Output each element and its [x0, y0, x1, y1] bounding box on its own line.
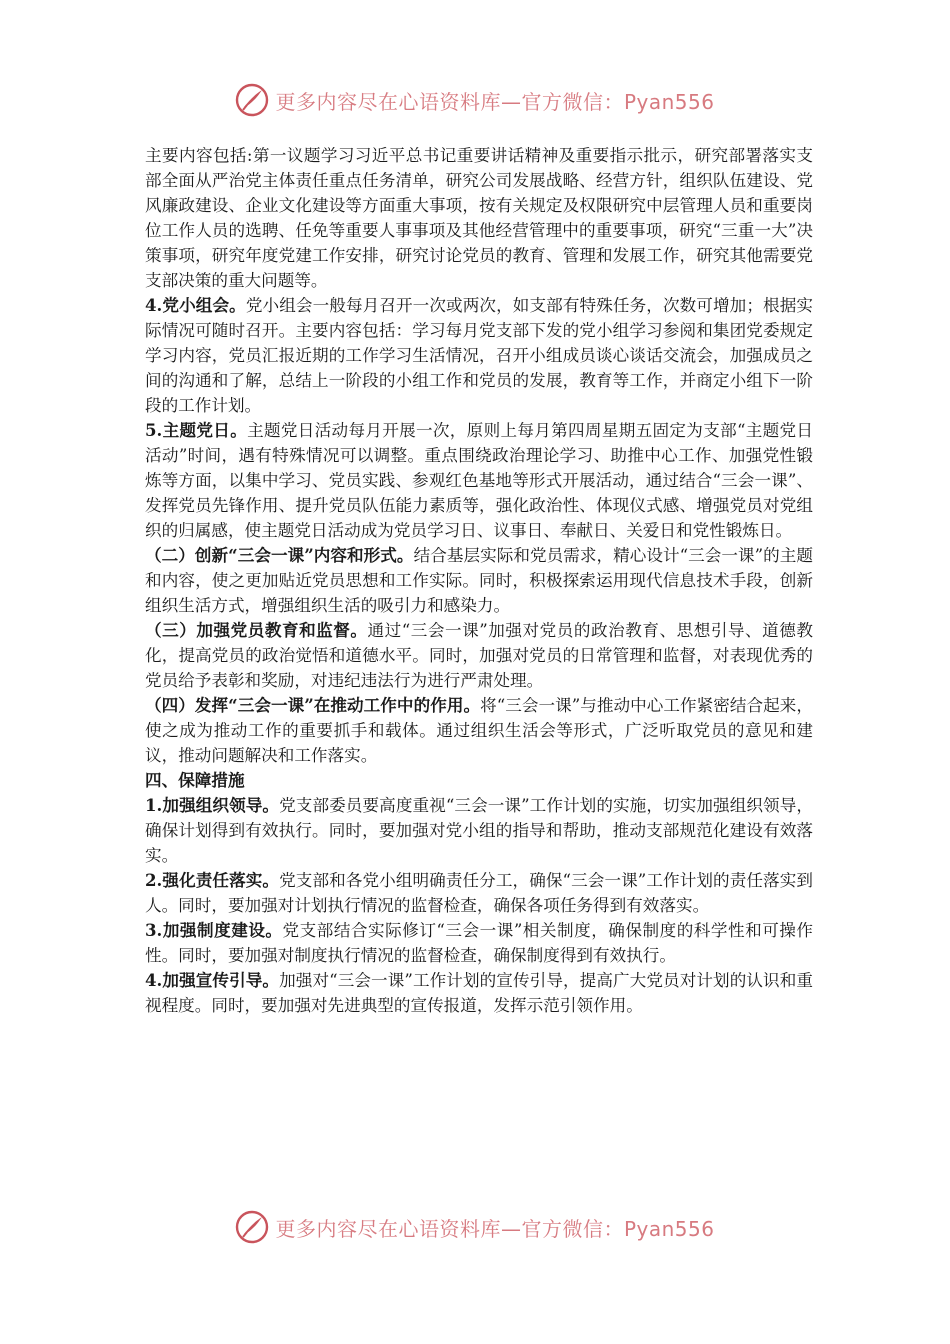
- watermark-text: 更多内容尽在心语资料库—官方微信：Pyan556: [275, 1216, 715, 1241]
- paragraph: 3.加强制度建设。党支部结合实际修订“三会一课”相关制度，确保制度的科学性和可操作性。同时，要加强对制度执行情况的监督检查，确保制度得到有效执行。: [145, 920, 813, 965]
- paragraph: 4.加强宣传引导。加强对“三会一课”工作计划的宣传引导，提高广大党员对计划的认识和重视程度。同时，要加强对先进典型的宣传报道，发挥示范引领作用。: [145, 970, 813, 1015]
- paragraph: 4.党小组会。党小组会一般每月召开一次或两次，如支部有特殊任务，次数可增加；根据实际情况可随时召开。主要内容包括：学习每月党支部下发的党小组学习参阅和集团党委规定学习内容，党员汇报近期的工作学习生活情况，召开小组成员谈心谈话交流会，加强成员之间的沟通和了解，总结上一阶段的小组工作和党员的发展，教育等工作，并商定小组下一阶段的工作计划。: [145, 295, 814, 415]
- quill-logo-icon: [235, 1210, 269, 1244]
- paragraph: （三）加强党员教育和监督。通过“三会一课”加强对党员的政治教育、思想引导、道德教化，提高党员的政治觉悟和道德水平。同时，加强对党员的日常管理和监督，对表现优秀的党员给予表彰和奖励，对违纪违法行为进行严肃处理。: [145, 620, 814, 690]
- paragraph: 1.加强组织领导。党支部委员要高度重视“三会一课”工作计划的实施，切实加强组织领导，确保计划得到有效执行。同时，要加强对党小组的指导和帮助，推动支部规范化建设有效落实。: [145, 795, 813, 865]
- document-body: [145, 143, 813, 1018]
- section-heading: 四、保障措施: [145, 770, 245, 790]
- header-watermark: [0, 80, 950, 120]
- paragraph: （二）创新“三会一课”内容和形式。结合基层实际和党员需求，精心设计“三会一课”的主题和内容，使之更加贴近党员思想和工作实际。同时，积极探索运用现代信息技术手段，创新组织生活方式，增强组织生活的吸引力和感染力。: [145, 545, 814, 615]
- watermark-text: 更多内容尽在心语资料库—官方微信：Pyan556: [275, 89, 715, 114]
- paragraph: 5.主题党日。主题党日活动每月开展一次，原则上每月第四周星期五固定为支部“主题党日活动”时间，遇有特殊情况可以调整。重点围绕政治理论学习、助推中心工作、加强党性锻炼等方面，以集中学习、党员实践、参观红色基地等形式开展活动，通过结合“三会一课”、发挥党员先锋作用、提升党员队伍能力素质等，强化政治性、体现仪式感、增强党员对党组织的归属感，使主题党日活动成为党员学习日、议事日、奉献日、关爱日和党性锻炼日。: [145, 420, 814, 540]
- paragraph: 2.强化责任落实。党支部和各党小组明确责任分工，确保“三会一课”工作计划的责任落实到人。同时，要加强对计划执行情况的监督检查，确保各项任务得到有效落实。: [145, 870, 813, 915]
- paragraph: （四）发挥“三会一课”在推动工作中的作用。将“三会一课”与推动中心工作紧密结合起来，使之成为推动工作的重要抓手和载体。通过组织生活会等形式，广泛听取党员的意见和建议，推动问题解决和工作落实。: [145, 695, 813, 765]
- paragraph: 主要内容包括:第一议题学习习近平总书记重要讲话精神及重要指示批示，研究部署落实支部全面从严治党主体责任重点任务清单，研究公司发展战略、经营方针，组织队伍建设、党风廉政建设、企业文化建设等方面重大事项，按有关规定及权限研究中层管理人员和重要岗位工作人员的选聘、任免等重要人事事项及其他经营管理中的重要事项，研究“三重一大”决策事项，研究年度党建工作安排，研究讨论党员的教育、管理和发展工作，研究其他需要党支部决策的重大问题等。: [145, 146, 813, 290]
- quill-logo-icon: [235, 83, 269, 117]
- footer-watermark: [0, 1207, 950, 1247]
